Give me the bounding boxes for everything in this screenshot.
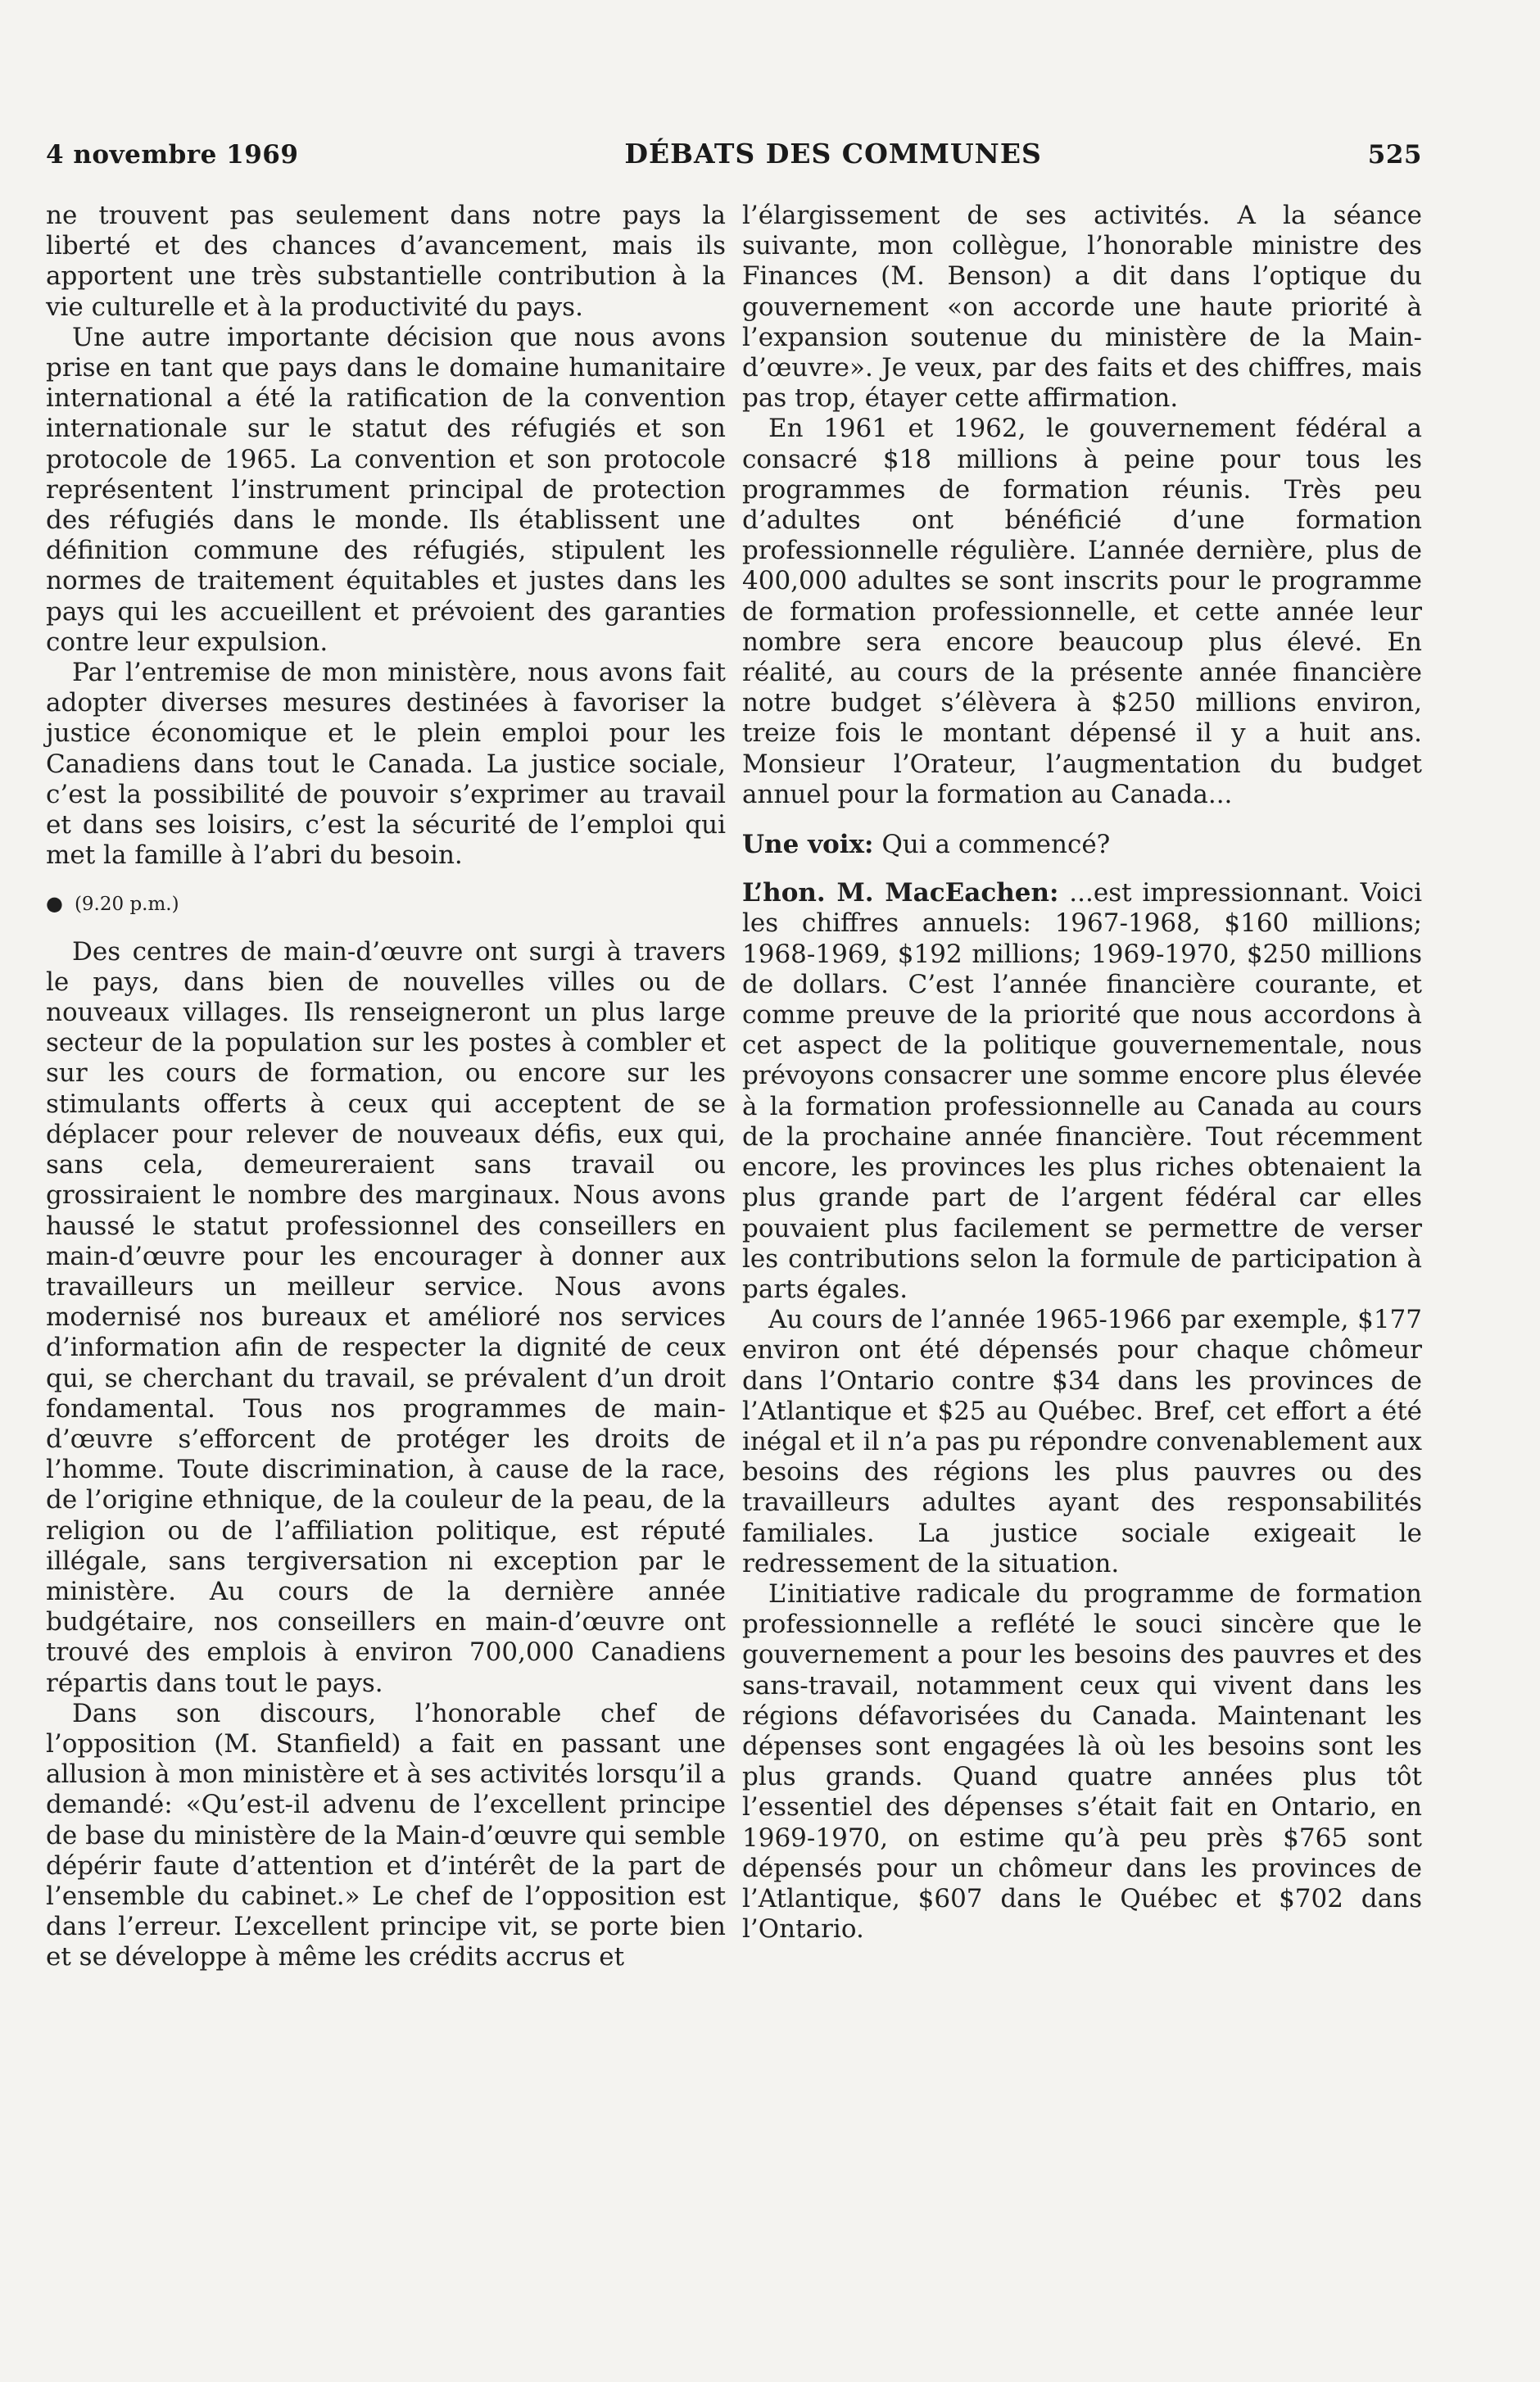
- speech: [742, 878, 1422, 1305]
- header-title: DÉBATS DES COMMUNES: [624, 138, 1042, 170]
- page-header: [46, 138, 1422, 170]
- text-columns: [46, 201, 1422, 1973]
- paragraph: L’initiative radicale du programme de formation professionnelle a reflété le souci sincère que le gouvernement a pour les besoins des pauvres et des sans-travail, notamment ceux qui vivent dans les régions défavorisées du Canada. Maintenant les dépenses sont engagées là où les besoins sont les plus grands. Quand quatre années plus tôt l’essentiel des dépenses s’était fait en Ontario, en 1969-1970, on estime qu’à peu près $765 sont dépensés pour un chômeur dans les provinces de l’Atlantique, $607 dans le Québec et $702 dans l’Ontario.: [742, 1578, 1422, 1945]
- speech-text: ...est impressionnant. Voici les chiffres annuels: 1967-1968, $160 millions; 1968-1969, $192 millions; 1969-1970, $250 millions de dollars. C’est l’année financière courante, et comme preuve de la priorité que nous accordons à cet aspect de la politique gouvernementale, nous prévoyons consacrer une somme encore plus élevée à la formation professionnelle au Canada au cours de la prochaine année financière. Tout récemment encore, les provinces les plus riches obtenaient la plus grande part de l’argent fédéral car elles pouvaient plus facilement se permettre de verser les contributions selon la formule de participation à parts égales.: [742, 878, 1422, 1304]
- time-marker-text: (9.20 p.m.): [74, 894, 179, 916]
- header-page-number: 525: [1367, 140, 1422, 170]
- paragraph: Par l’entremise de mon ministère, nous avons fait adopter diverses mesures destinées à favoriser la justice économique et le plein emploi pour les Canadiens dans tout le Canada. La justice sociale, c’est la possibilité de pouvoir s’exprimer au travail et dans ses loisirs, c’est la sécurité de l’emploi qui met la famille à l’abri du besoin.: [46, 658, 726, 871]
- paragraph: En 1961 et 1962, le gouvernement fédéral a consacré $18 millions à peine pour tous les programmes de formation réunis. Très peu d’adultes ont bénéficié d’une formation professionnelle régulière. L’année dernière, plus de 400,000 adultes se sont inscrits pour le programme de formation professionnelle, et cette année leur nombre sera encore beaucoup plus élevé. En réalité, au cours de la présente année financière notre budget s’élèvera à $250 millions environ, treize fois le montant dépensé il y a huit ans. Monsieur l’Orateur, l’augmentation du budget annuel pour la formation au Canada...: [742, 414, 1422, 809]
- time-marker: [46, 889, 726, 920]
- paragraph: Au cours de l’année 1965-1966 par exemple, $177 environ ont été dépensés pour chaque chômeur dans l’Ontario contre $34 dans les provinces de l’Atlantique et $25 au Québec. Bref, cet effort a été inégal et il n’a pas pu répondre convenablement aux besoins des régions les plus pauvres ou des travailleurs adultes ayant des responsabilités familiales. La justice sociale exigeait le redressement de la situation.: [742, 1305, 1422, 1578]
- paragraph: l’élargissement de ses activités. A la séance suivante, mon collègue, l’honorable ministre des Finances (M. Benson) a dit dans l’optique du gouvernement «on accorde une haute priorité à l’expansion soutenue du ministère de la Main-d’œuvre». Je veux, par des faits et des chiffres, mais pas trop, étayer cette affirmation.: [742, 201, 1422, 414]
- right-column: [742, 201, 1422, 1973]
- speech: [742, 830, 1422, 860]
- left-column: [46, 201, 726, 1973]
- speech-text: Qui a commencé?: [881, 830, 1111, 860]
- header-date: 4 novembre 1969: [46, 140, 299, 170]
- page: [46, 138, 1422, 1973]
- paragraph: ne trouvent pas seulement dans notre pays la liberté et des chances d’avancement, mais ils apportent une très substantielle contribution à la vie culturelle et à la productivité du pays.: [46, 201, 726, 322]
- speaker-name: L’hon. M. MacEachen:: [742, 878, 1059, 908]
- bullet-icon: ●: [46, 892, 63, 916]
- paragraph: Des centres de main-d’œuvre ont surgi à travers le pays, dans bien de nouvelles villes ou de nouveaux villages. Ils renseigneront un plus large secteur de la population sur les postes à combler et sur les cours de formation, ou encore sur les stimulants offerts à ceux qui acceptent de se déplacer pour relever de nouveaux défis, eux qui, sans cela, demeureraient sans travail ou grossiraient le nombre des marginaux. Nous avons haussé le statut professionnel des conseillers en main-d’œuvre pour les encourager à donner aux travailleurs un meilleur service. Nous avons modernisé nos bureaux et amélioré nos services d’information afin de respecter la dignité de ceux qui, se cherchant du travail, se prévalent d’un droit fondamental. Tous nos programmes de main-d’œuvre s’efforcent de protéger les droits de l’homme. Toute discrimination, à cause de la race, de l’origine ethnique, de la couleur de la peau, de la religion ou de l’affiliation politique, est réputé illégale, sans tergiversation ni exception par le ministère. Au cours de la dernière année budgétaire, nos conseillers en main-d’œuvre ont trouvé des emplois à environ 700,000 Canadiens répartis dans tout le pays.: [46, 936, 726, 1698]
- speaker-name: Une voix:: [742, 830, 874, 860]
- paragraph: Dans son discours, l’honorable chef de l’opposition (M. Stanfield) a fait en passant une allusion à mon ministère et à ses activités lorsqu’il a demandé: «Qu’est-il advenu de l’excellent principe de base du ministère de la Main-d’œuvre qui semble dépérir faute d’attention et d’intérêt de la part de l’ensemble du cabinet.» Le chef de l’opposition est dans l’erreur. L’excellent principe vit, se porte bien et se développe à même les crédits accrus et: [46, 1698, 726, 1972]
- paragraph: Une autre importante décision que nous avons prise en tant que pays dans le domaine humanitaire international a été la ratification de la convention internationale sur le statut des réfugiés et son protocole de 1965. La convention et son protocole représentent l’instrument principal de protection des réfugiés dans le monde. Ils établissent une définition commune des réfugiés, stipulent les normes de traitement équitables et justes dans les pays qui les accueillent et prévoient des garanties contre leur expulsion.: [46, 322, 726, 657]
